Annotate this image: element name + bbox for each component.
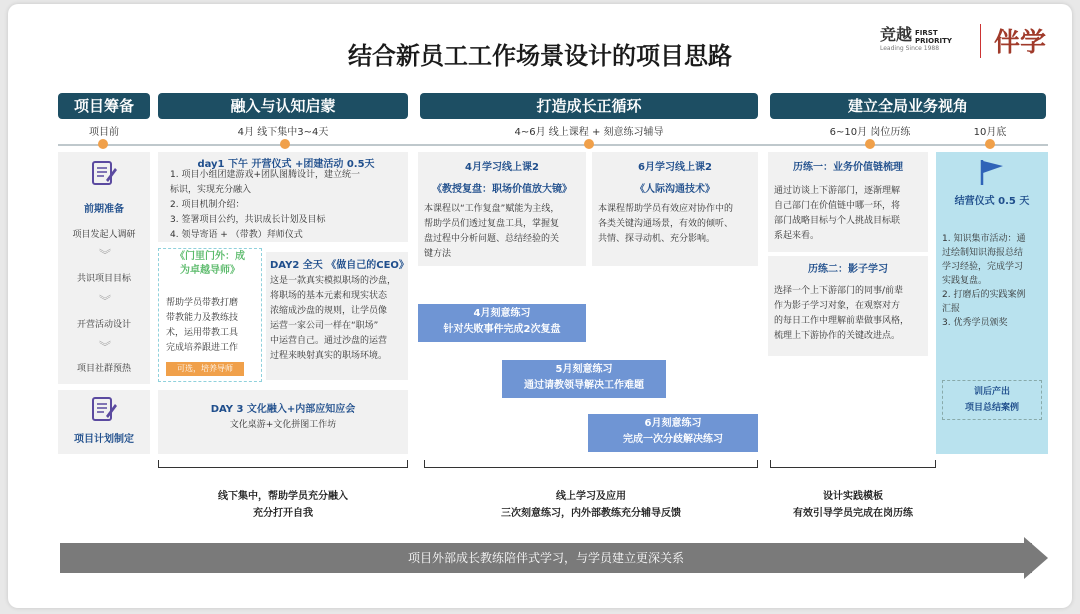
timeline-dot (280, 139, 290, 149)
day2-line: 浓缩成沙盘的规则，让学员像 (270, 306, 388, 316)
drill1-line: 自己部门在价值链中哪一环，将 (774, 201, 901, 211)
timeline-label: 4月 线下集中3~4天 (237, 127, 329, 138)
drill1-heading: 历练一：业务价值链梳理 (793, 162, 903, 173)
practice-heading: 4月刻意练习 (473, 308, 531, 319)
course1-heading: 4月学习线上课2 (465, 162, 539, 173)
practice-june (588, 414, 758, 452)
day1-line: 3. 签署项目公约，共识成长计划及目标 (170, 215, 326, 225)
closing-output (942, 380, 1042, 420)
prep-heading: 前期准备 (84, 204, 124, 215)
optional-badge: 可选，培养导师 (166, 362, 244, 376)
mentor-title-line: 为卓越导师》 (180, 265, 240, 276)
notepad-icon (88, 394, 118, 424)
closing-body (942, 232, 1046, 330)
prep-item: 项目社群预热 (76, 364, 131, 374)
drill1-line: 系起来看。 (774, 231, 820, 241)
drill1-line: 通过访谈上下游部门，逐渐理解 (774, 186, 901, 196)
course1-line: 本课程以“工作复盘”赋能为主线， (424, 204, 560, 214)
day3-desc: 文化桌游+文化拼图工作坊 (229, 420, 337, 430)
logo-divider (980, 24, 981, 58)
practice-desc: 针对失败事件完成2次复盘 (443, 324, 561, 335)
logo-tagline: Leading Since 1988 (880, 45, 940, 52)
chevron-down-icon: ︾ (98, 294, 109, 308)
drill2-heading: 历练二：影子学习 (808, 264, 888, 275)
footer-arrow: 项目外部成长教练陪伴式学习，与学员建立更深关系 (60, 543, 1032, 573)
mentor-line: 帮助学员带教打磨 (166, 298, 239, 308)
course2-name: 《人际沟通技术》 (635, 184, 715, 195)
chevron-down-icon: ︾ (98, 248, 109, 262)
timeline-label: 10月底 (973, 127, 1007, 138)
timeline-dot (865, 139, 875, 149)
timeline-label: 项目前 (89, 127, 119, 138)
closing-output-line: 训后产出 (973, 387, 1010, 397)
practice-april (418, 304, 586, 342)
timeline-dot (98, 139, 108, 149)
drill2-line: 的每日工作中理解前辈做事风格， (774, 316, 910, 326)
course2-line: 共情、探寻动机、充分影响。 (598, 234, 716, 244)
page-title: 结合新员工工作场景设计的项目思路 (348, 42, 732, 70)
timeline-dot (985, 139, 995, 149)
practice-desc: 通过请教领导解决工作难题 (524, 380, 644, 391)
drill2-line: 梳理上下游协作的关键改进点。 (774, 331, 901, 341)
mentor-line: 术，运用带教工具 (166, 328, 239, 338)
drill1-body (774, 184, 928, 244)
practice-heading: 6月刻意练习 (644, 418, 702, 429)
timeline-label: 4~6月 线上课程 + 刻意练习辅导 (514, 127, 664, 138)
closing-line: 实践复盘。 (942, 276, 988, 286)
day2-body (270, 274, 408, 364)
closing-line: 2. 打磨后的实践案例 (942, 290, 1026, 300)
mentor-line: 带教能力及教练技 (166, 313, 239, 323)
closing-line: 学习经验，完成学习 (942, 262, 1024, 272)
drill2-body (774, 284, 928, 344)
day1-line: 1. 项目小组团建游戏+团队图腾设计，建立统一 (170, 170, 360, 180)
chevron-down-icon: ︾ (98, 340, 109, 354)
mentor-title (160, 250, 260, 278)
practice-desc: 完成一次分歧解决练习 (623, 434, 723, 445)
day2-line: 过程来映射真实的职场环境。 (270, 351, 388, 361)
summary-note (770, 488, 936, 522)
drill2-line: 作为影子学习对象，在观察对方 (774, 301, 901, 311)
day1-line: 2. 项目机制介绍： (170, 200, 245, 210)
prep-item: 开营活动设计 (76, 320, 131, 330)
day1-line: 标识，实现充分融入 (170, 185, 252, 195)
day2-title: DAY2 全天 《做自己的CEO》 (270, 260, 409, 271)
summary-note (158, 488, 408, 522)
banxue-logo: 伴学 (994, 28, 1047, 58)
closing-line: 过绘制知识海报总结 (942, 248, 1024, 258)
logo-brand-cn: 竞越 (880, 25, 913, 44)
drill2-line: 选择一个上下游部门的同事/前辈 (774, 286, 904, 296)
closing-title: 结营仪式 0.5 天 (954, 196, 1030, 207)
timeline-dot (584, 139, 594, 149)
summary-line: 线上学习及应用 (556, 491, 626, 502)
plan-heading: 项目计划制定 (74, 434, 134, 445)
course2-line: 各类关键沟通场景，有效的倾听、 (598, 219, 734, 229)
drill1-line: 部门战略目标与个人挑战目标联 (774, 216, 901, 226)
summary-line: 三次刻意练习，内外部教练充分辅导反馈 (501, 508, 681, 519)
day2-line: 这是一款真实模拟职场的沙盘， (270, 276, 397, 286)
mentor-body (166, 296, 260, 356)
course2-heading: 6月学习线上课2 (638, 162, 712, 173)
phase-growth-loop: 打造成长正循环 (420, 93, 758, 119)
prep-item: 共识项目目标 (76, 274, 131, 284)
summary-line: 设计实践模板 (823, 491, 883, 502)
prep-item: 项目发起人调研 (72, 230, 136, 240)
timeline-label: 6~10月 岗位历练 (829, 127, 911, 138)
summary-line: 充分打开自我 (253, 508, 313, 519)
day3-title: DAY 3 文化融入+内部应知应会 (210, 404, 356, 415)
mentor-line: 完成培养跟进工作 (166, 343, 239, 353)
arrow-head-icon (1024, 537, 1048, 579)
course1-line: 盘过程中分析问题、总结经验的关 (424, 234, 560, 244)
day2-line: 将职场的基本元素和现实状态 (270, 291, 388, 301)
day2-line: 运营一家公司一样在“职场” (270, 321, 379, 331)
practice-heading: 5月刻意练习 (555, 364, 613, 375)
bracket (770, 460, 936, 468)
timeline-line (58, 144, 1048, 146)
course1-name: 《教授复盘：职场价值放大镜》 (432, 184, 572, 195)
logo-brand-en1: FIRST (915, 29, 938, 37)
notepad-icon (88, 158, 118, 188)
bracket (424, 460, 758, 468)
summary-line: 线下集中，帮助学员充分融入 (218, 491, 348, 502)
day1-title: day1 下午 开营仪式 +团建活动 0.5天 (197, 159, 375, 170)
closing-line: 汇报 (942, 304, 961, 314)
first-priority-logo (880, 22, 960, 62)
summary-note (424, 488, 758, 522)
course2-line: 本课程帮助学员有效应对协作中的 (598, 204, 734, 214)
course1-line: 帮助学员们透过复盘工具，掌握复 (424, 219, 560, 229)
phase-onboarding: 融入与认知启蒙 (158, 93, 408, 119)
practice-may (502, 360, 666, 398)
closing-line: 3. 优秀学员颁奖 (942, 318, 1008, 328)
closing-output-line: 项目总结案例 (964, 403, 1019, 413)
closing-line: 1. 知识集市活动：通 (942, 234, 1026, 244)
summary-line: 有效引导学员完成在岗历练 (793, 508, 913, 519)
day1-body (170, 168, 406, 243)
day1-line: 4. 领导寄语 + （带教）拜师仪式 (170, 230, 303, 240)
course1-line: 键方法 (424, 249, 452, 259)
flag-icon (976, 158, 1006, 186)
course1-body (424, 202, 584, 262)
mentor-title-line: 《门里门外：成 (175, 251, 245, 262)
phase-business-view: 建立全局业务视角 (770, 93, 1046, 119)
bracket (158, 460, 408, 468)
day2-line: 中运营自己。通过沙盘的运营 (270, 336, 388, 346)
phase-prep: 项目筹备 (58, 93, 150, 119)
logo-brand-en2: PRIORITY (915, 37, 952, 45)
course2-body (598, 202, 756, 247)
